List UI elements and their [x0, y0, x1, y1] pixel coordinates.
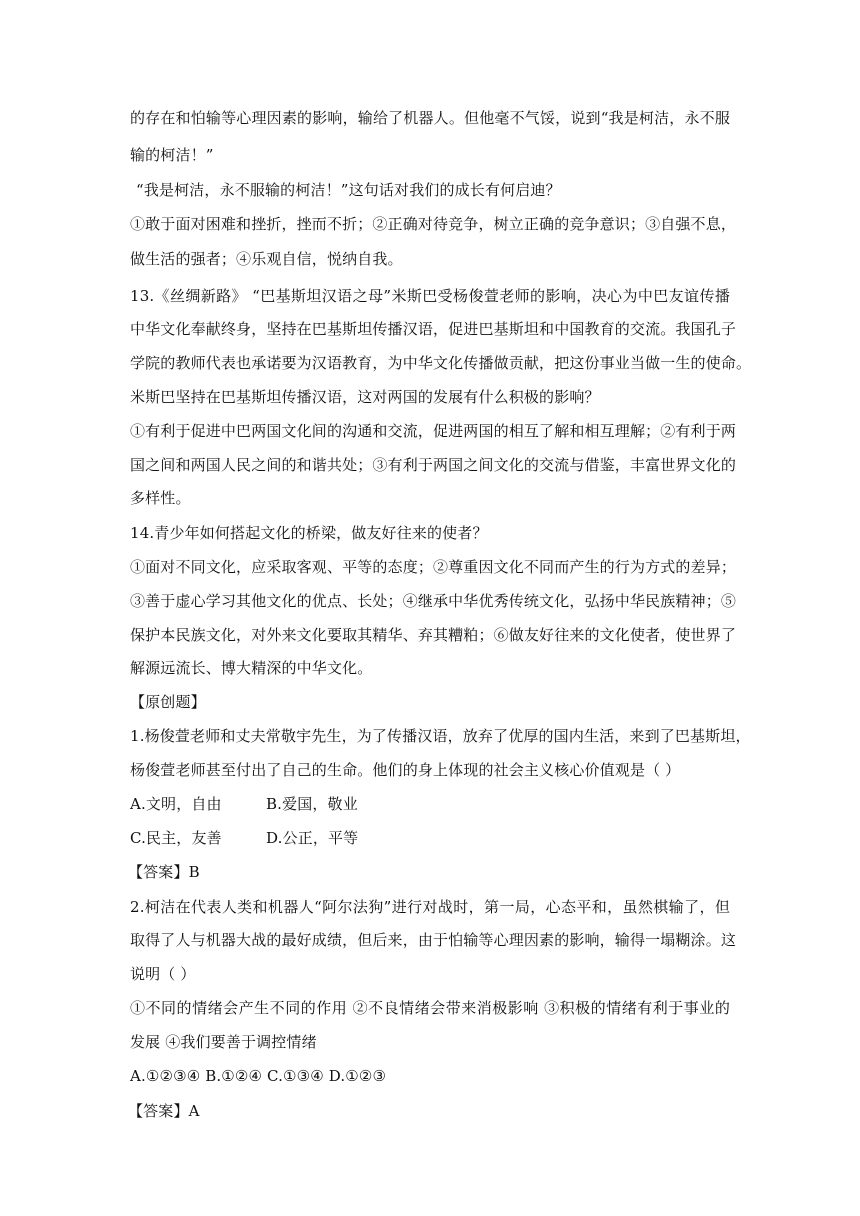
- answer-line: 保护本民族文化，对外来文化要取其精华、弃其糟粕；⑥做友好往来的文化使者，使世界了: [130, 626, 737, 644]
- answer-label: 【答案】A: [128, 1102, 200, 1120]
- answer-label: 【答案】B: [128, 863, 200, 881]
- question-prompt: “我是柯洁，永不服输的柯洁！”这句话对我们的成长有何启迪？: [136, 181, 561, 199]
- statement-line: 发展 ④我们要善于调控情绪: [130, 1033, 317, 1051]
- question-1: 1.杨俊萱老师和丈夫常敬宇先生，为了传播汉语，放弃了优厚的国内生活，来到了巴基斯坦，: [130, 727, 751, 745]
- question-13: 13.《丝绸新路》 “巴基斯坦汉语之母”米斯巴受杨俊萱老师的影响，决心为中巴友谊传播: [130, 287, 730, 305]
- options-line: A.①②③④ B.①②④ C.①③④ D.①②③: [130, 1067, 387, 1085]
- answer-line: 国之间和两国人民之间的和谐共处；③有利于两国之间文化的交流与借鉴，丰富世界文化的: [130, 456, 737, 474]
- question-2: 2.柯洁在代表人类和机器人“阿尔法狗”进行对战时，第一局，心态平和，虽然棋输了，但: [130, 898, 730, 916]
- text-line: 杨俊萱老师甚至付出了自己的生命。他们的身上体现的社会主义核心价值观是（ ）: [130, 761, 681, 779]
- answer-line: 多样性。: [130, 489, 191, 507]
- text-line: 中华文化奉献终身，坚持在巴基斯坦传播汉语，促进巴基斯坦和中国教育的交流。我国孔子: [130, 320, 737, 338]
- text-line: 说明（ ）: [130, 965, 196, 983]
- section-heading: 【原创题】: [130, 693, 206, 711]
- answer-line: 解源远流长、博大精深的中华文化。: [130, 659, 373, 677]
- option-b: B.爱国，敬业: [266, 795, 358, 813]
- option-c: C.民主，友善: [130, 829, 222, 847]
- answer-line: ①有利于促进中巴两国文化间的沟通和交流，促进两国的相互了解和相互理解；②有利于两: [130, 422, 737, 440]
- answer-line: ①面对不同文化，应采取客观、平等的态度；②尊重因文化不同而产生的行为方式的差异；: [130, 558, 737, 576]
- text-line: 学院的教师代表也承诺要为汉语教育，为中华文化传播做贡献，把这份事业当做一生的使命。: [130, 354, 752, 372]
- answer-line: 做生活的强者；④乐观自信，悦纳自我。: [130, 250, 403, 268]
- text-line: 米斯巴坚持在巴基斯坦传播汉语，这对两国的发展有什么积极的影响？: [130, 388, 600, 406]
- statement-line: ①不同的情绪会产生不同的作用 ②不良情绪会带来消极影响 ③积极的情绪有利于事业的: [130, 999, 730, 1017]
- text-line: 取得了人与机器大战的最好成绩，但后来，由于怕输等心理因素的影响，输得一塌糊涂。这: [130, 931, 737, 949]
- text-line: 输的柯洁！”: [130, 146, 214, 164]
- question-14: 14.青少年如何搭起文化的桥梁，做友好往来的使者？: [130, 524, 488, 542]
- answer-line: ①敢于面对困难和挫折，挫而不折；②正确对待竞争，树立正确的竞争意识；③自强不息，: [130, 215, 737, 233]
- answer-line: ③善于虚心学习其他文化的优点、长处；④继承中华优秀传统文化，弘扬中华民族精神；⑤: [130, 592, 737, 610]
- option-d: D.公正，平等: [266, 829, 359, 847]
- text-line: 的存在和怕输等心理因素的影响，输给了机器人。但他毫不气馁，说到“我是柯洁，永不服: [130, 109, 730, 127]
- option-a: A.文明，自由: [130, 795, 222, 813]
